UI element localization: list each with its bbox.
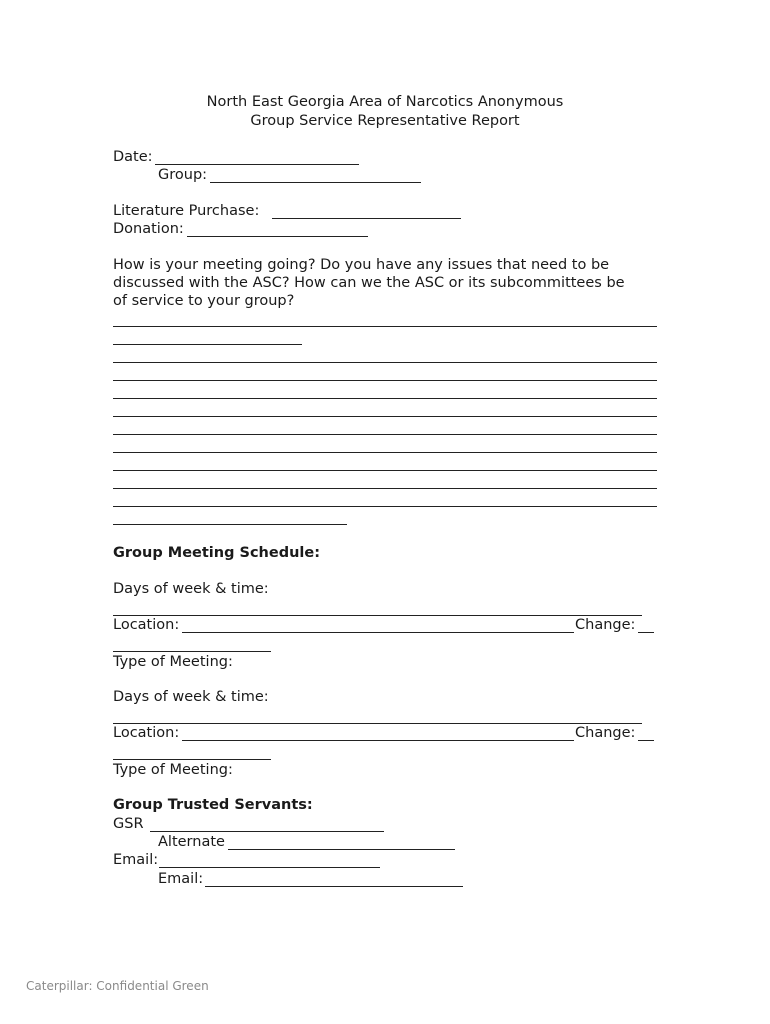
change-label: Change: <box>575 725 636 741</box>
answer-line[interactable] <box>113 344 302 345</box>
literature-purchase-input-line[interactable] <box>272 218 461 219</box>
days-time-label: Days of week & time: <box>113 689 269 705</box>
answer-line[interactable] <box>113 470 657 471</box>
answer-line[interactable] <box>113 452 657 453</box>
answer-line[interactable] <box>113 488 657 489</box>
change-input-line[interactable] <box>638 740 654 741</box>
answer-line[interactable] <box>113 326 657 327</box>
location-label: Location: <box>113 617 180 633</box>
question-line-2: discussed with the ASC? How can we the ASC or its subcommittees be <box>113 275 625 291</box>
location-label: Location: <box>113 725 180 741</box>
classification-footer: Caterpillar: Confidential Green <box>26 979 209 993</box>
trusted-servants-heading: Group Trusted Servants: <box>113 797 313 813</box>
gsr-email-label: Email: <box>113 852 159 868</box>
literature-purchase-label: Literature Purchase: <box>113 203 260 219</box>
report-title-line2: Group Service Representative Report <box>250 113 520 129</box>
group-label: Group: <box>158 167 208 183</box>
location-input-line[interactable] <box>182 740 574 741</box>
answer-line[interactable] <box>113 362 657 363</box>
change-continuation-line[interactable] <box>113 759 271 760</box>
gsr-email-input-line[interactable] <box>159 867 380 868</box>
change-input-line[interactable] <box>638 632 654 633</box>
report-title-line1: North East Georgia Area of Narcotics Anonymous <box>206 94 564 110</box>
answer-line[interactable] <box>113 380 657 381</box>
date-label: Date: <box>113 149 153 165</box>
meeting-type-label: Type of Meeting: <box>113 762 233 778</box>
change-continuation-line[interactable] <box>113 651 271 652</box>
gsr-input-line[interactable] <box>150 831 384 832</box>
donation-input-line[interactable] <box>187 236 368 237</box>
days-time-input-line[interactable] <box>113 723 642 724</box>
days-time-label: Days of week & time: <box>113 581 269 597</box>
meeting-schedule-heading: Group Meeting Schedule: <box>113 545 321 561</box>
answer-line[interactable] <box>113 524 347 525</box>
question-line-1: How is your meeting going? Do you have any issues that need to be <box>113 257 610 273</box>
change-label: Change: <box>575 617 636 633</box>
days-time-input-line[interactable] <box>113 615 642 616</box>
alternate-email-label: Email: <box>158 871 204 887</box>
question-line-3: of service to your group? <box>113 293 295 309</box>
alternate-label: Alternate <box>158 834 225 850</box>
donation-label: Donation: <box>113 221 184 237</box>
answer-line[interactable] <box>113 416 657 417</box>
alternate-input-line[interactable] <box>228 849 455 850</box>
gsr-label: GSR <box>113 816 144 832</box>
date-input-line[interactable] <box>155 164 359 165</box>
group-input-line[interactable] <box>210 182 421 183</box>
answer-line[interactable] <box>113 434 657 435</box>
answer-line[interactable] <box>113 398 657 399</box>
meeting-type-label: Type of Meeting: <box>113 654 233 670</box>
alternate-email-input-line[interactable] <box>205 886 463 887</box>
answer-line[interactable] <box>113 506 657 507</box>
location-input-line[interactable] <box>182 632 574 633</box>
